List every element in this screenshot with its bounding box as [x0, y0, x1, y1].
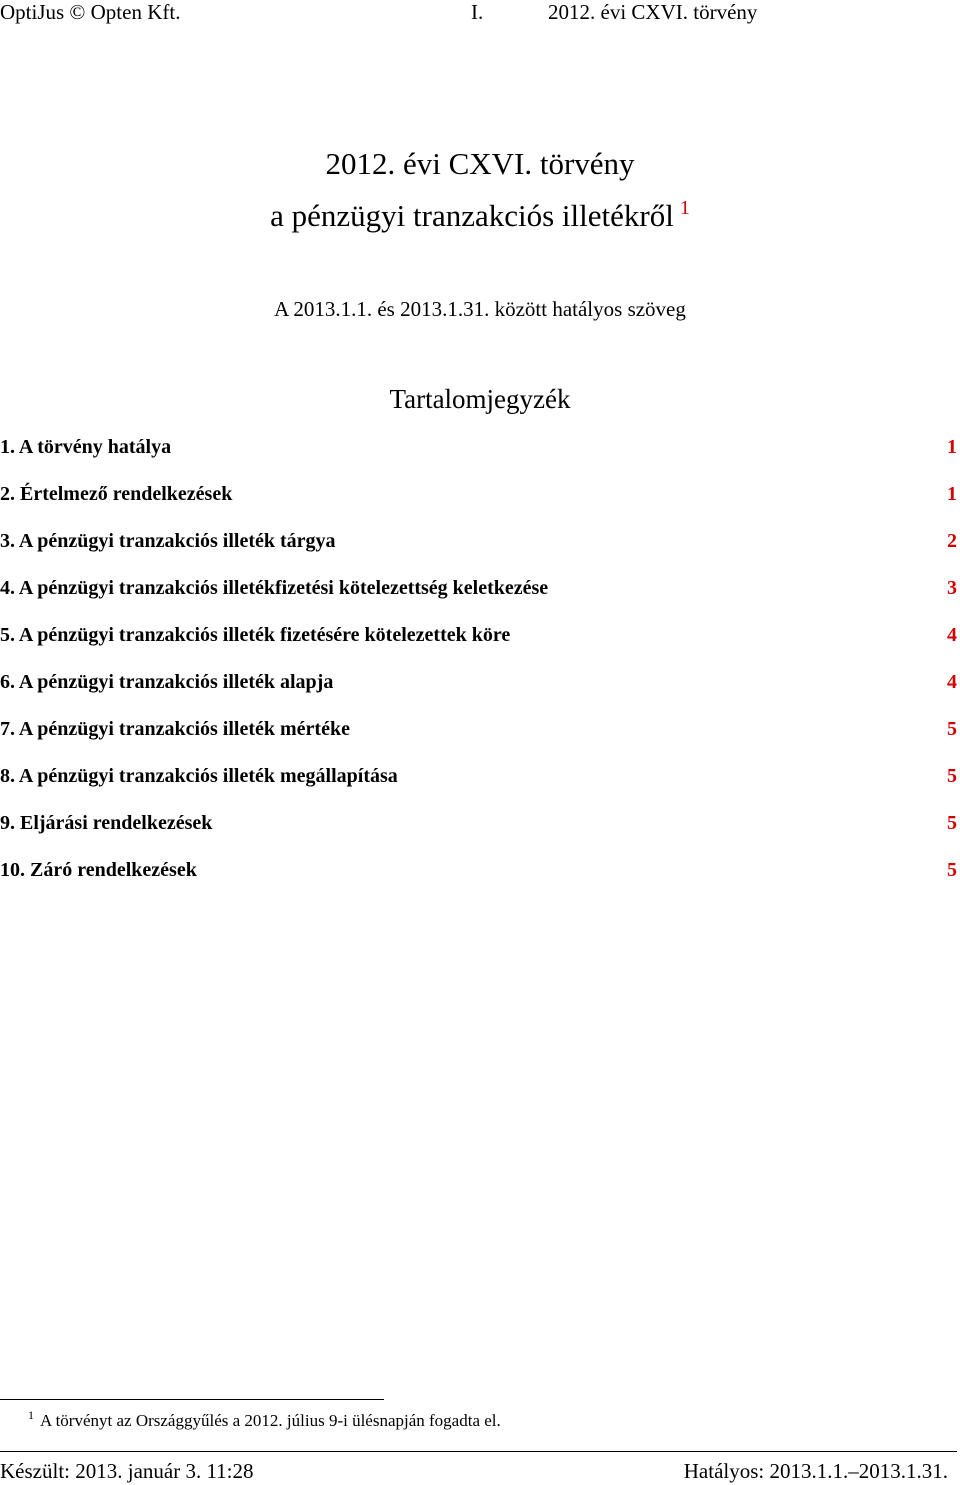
toc-entry-label: 7. A pénzügyi tranzakciós illeték mértéke [0, 718, 350, 740]
toc-entry-label: 2. Értelmező rendelkezések [0, 483, 233, 505]
toc-entry[interactable] [0, 669, 957, 716]
toc-entry[interactable] [0, 857, 957, 904]
footer-generated-date: Készült: 2013. január 3. 11:28 [0, 1459, 254, 1483]
toc-entry-page-link[interactable]: 1 [947, 436, 957, 458]
toc-entry[interactable] [0, 716, 957, 763]
footnote-number: 1 [28, 1408, 34, 1422]
toc-entry[interactable] [0, 434, 957, 481]
toc-entry-page-link[interactable]: 5 [947, 812, 957, 834]
toc-entry-page-link[interactable]: 5 [947, 765, 957, 787]
toc-entry-page-link[interactable]: 5 [947, 718, 957, 740]
toc-entry-label: 9. Eljárási rendelkezések [0, 812, 213, 834]
page-header [0, 0, 960, 24]
title-subject [0, 189, 960, 235]
header-publisher: OptiJus © Opten Kft. [0, 0, 181, 24]
toc-entry[interactable] [0, 763, 957, 810]
document-title [0, 145, 960, 235]
toc-entry-label: 10. Záró rendelkezések [0, 859, 197, 881]
toc-entry-page-link[interactable]: 5 [947, 859, 957, 881]
title-law-number: 2012. évi CXVI. törvény [325, 146, 635, 181]
toc-entry[interactable] [0, 481, 957, 528]
toc-heading: Tartalomjegyzék [389, 384, 571, 414]
footnote-text: A törvényt az Országgyűlés a 2012. július 9-i ülésnapján fogadta el. [40, 1411, 501, 1430]
toc-entry-label: 1. A törvény hatálya [0, 436, 172, 458]
footer-effective-period: Hatályos: 2013.1.1.–2013.1.31. [683, 1459, 948, 1483]
footnote-divider [0, 1399, 384, 1400]
toc-entry-page-link[interactable]: 4 [947, 624, 957, 646]
toc-entry-page-link[interactable]: 2 [947, 530, 957, 552]
toc-entry-label: 4. A pénzügyi tranzakciós illetékfizetési kötelezettség keletkezése [0, 577, 549, 599]
page-footer [0, 1459, 948, 1485]
footer-divider [0, 1451, 957, 1452]
toc-entry-label: 6. A pénzügyi tranzakciós illeték alapja [0, 671, 334, 693]
toc-entry-page-link[interactable]: 3 [947, 577, 957, 599]
toc-entry-page-link[interactable]: 1 [947, 483, 957, 505]
title-subject-text: a pénzügyi tranzakciós illetékről [270, 198, 674, 233]
footnote-reference-link[interactable]: 1 [679, 197, 690, 219]
header-law-title: 2012. évi CXVI. törvény [548, 0, 758, 24]
validity-statement: A 2013.1.1. és 2013.1.31. között hatályos szöveg [274, 297, 686, 321]
toc-entry-label: 5. A pénzügyi tranzakciós illeték fizetésére kötelezettek köre [0, 624, 511, 646]
header-section: I. [471, 0, 484, 24]
toc-entry[interactable] [0, 622, 957, 669]
toc-entry-label: 3. A pénzügyi tranzakciós illeték tárgya [0, 530, 336, 552]
toc-entry-page-link[interactable]: 4 [947, 671, 957, 693]
toc-entry-label: 8. A pénzügyi tranzakciós illeték megállapítása [0, 765, 398, 787]
toc-entry[interactable] [0, 528, 957, 575]
toc-entry[interactable] [0, 575, 957, 622]
footnote [28, 1404, 501, 1432]
toc-entry[interactable] [0, 810, 957, 857]
table-of-contents [0, 434, 957, 904]
